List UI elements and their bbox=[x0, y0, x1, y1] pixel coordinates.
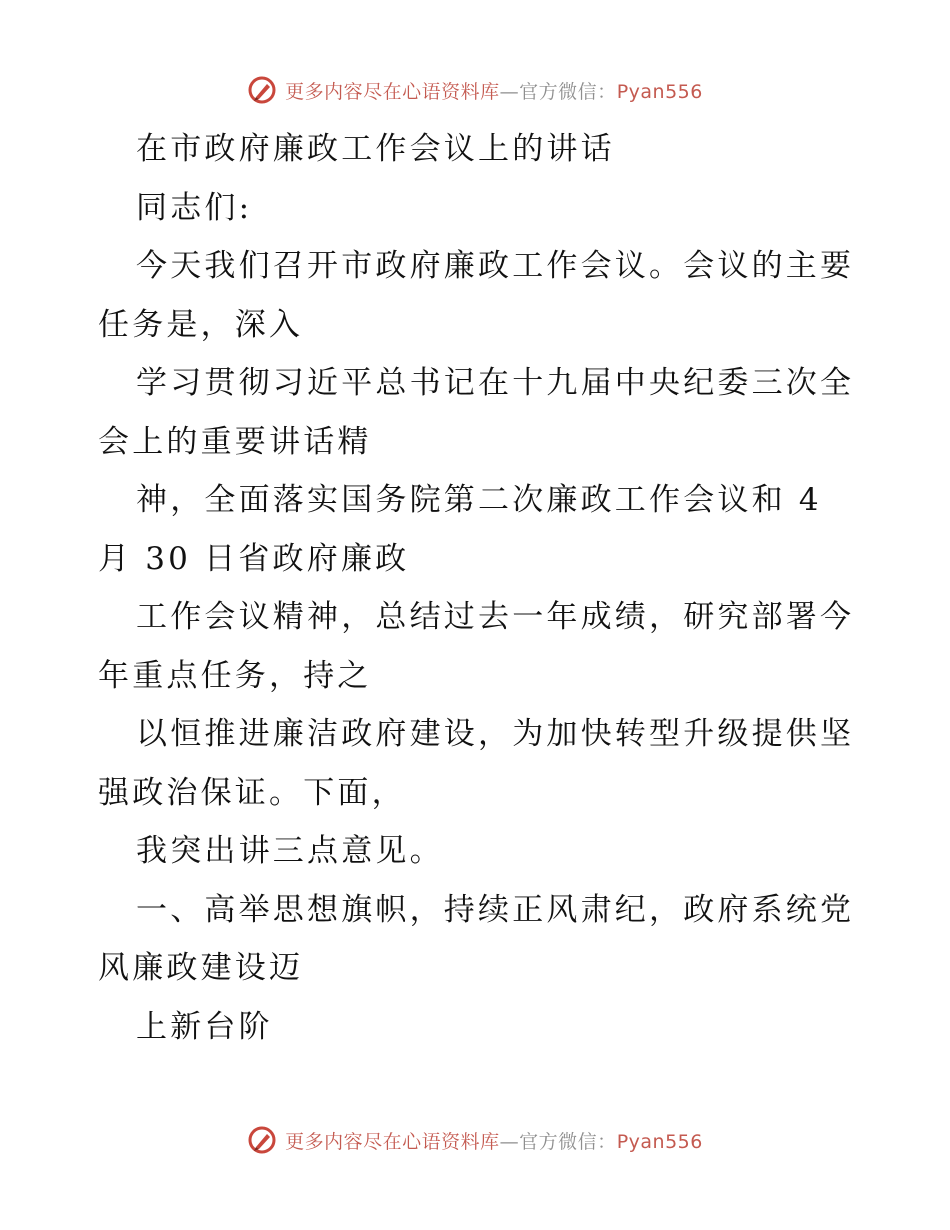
text-line: 风廉政建设迈 bbox=[98, 950, 304, 986]
watermark-separator: — bbox=[499, 1130, 520, 1153]
text-line: 上新台阶 bbox=[136, 1008, 273, 1045]
text-line: 任务是，深入 bbox=[98, 306, 304, 343]
watermark-separator: — bbox=[499, 80, 520, 103]
watermark-brand: 更多内容尽在心语资料库 bbox=[285, 80, 500, 103]
text-line: 同志们: bbox=[136, 189, 253, 226]
watermark-account: Pyan556 bbox=[616, 1130, 703, 1153]
watermark-brand: 更多内容尽在心语资料库 bbox=[285, 1130, 500, 1153]
header-watermark bbox=[0, 70, 950, 110]
text-line: 一、高举思想旗帜，持续正风肃纪，政府系统党 bbox=[136, 891, 855, 928]
text-line: 在市政府廉政工作会议上的讲话 bbox=[136, 131, 615, 167]
text-line: 强政治保证。下面， bbox=[98, 774, 406, 811]
text-line: 会上的重要讲话精 bbox=[98, 423, 372, 460]
text-line: 年重点任务，持之 bbox=[98, 657, 372, 694]
watermark-text bbox=[285, 77, 703, 104]
footer-watermark bbox=[0, 1120, 950, 1160]
watermark-text bbox=[285, 1127, 703, 1154]
watermark-account: Pyan556 bbox=[616, 80, 703, 103]
text-line: 今天我们召开市政府廉政工作会议。会议的主要 bbox=[136, 248, 855, 284]
pen-logo-icon bbox=[247, 1125, 277, 1155]
text-line: 学习贯彻习近平总书记在十九届中央纪委三次全 bbox=[136, 365, 855, 401]
text-line: 我突出讲三点意见。 bbox=[136, 833, 444, 869]
watermark-official-label: 官方微信： bbox=[519, 1130, 617, 1153]
text-line: 月 30 日省政府廉政 bbox=[98, 540, 410, 577]
text-line: 以恒推进廉洁政府建设，为加快转型升级提供坚 bbox=[136, 716, 855, 752]
text-line: 神，全面落实国务院第二次廉政工作会议和 4 bbox=[136, 482, 822, 518]
pen-logo-icon bbox=[247, 75, 277, 105]
document-body bbox=[98, 120, 858, 1056]
watermark-official-label: 官方微信： bbox=[519, 80, 617, 103]
text-line: 工作会议精神，总结过去一年成绩，研究部署今 bbox=[136, 599, 855, 635]
